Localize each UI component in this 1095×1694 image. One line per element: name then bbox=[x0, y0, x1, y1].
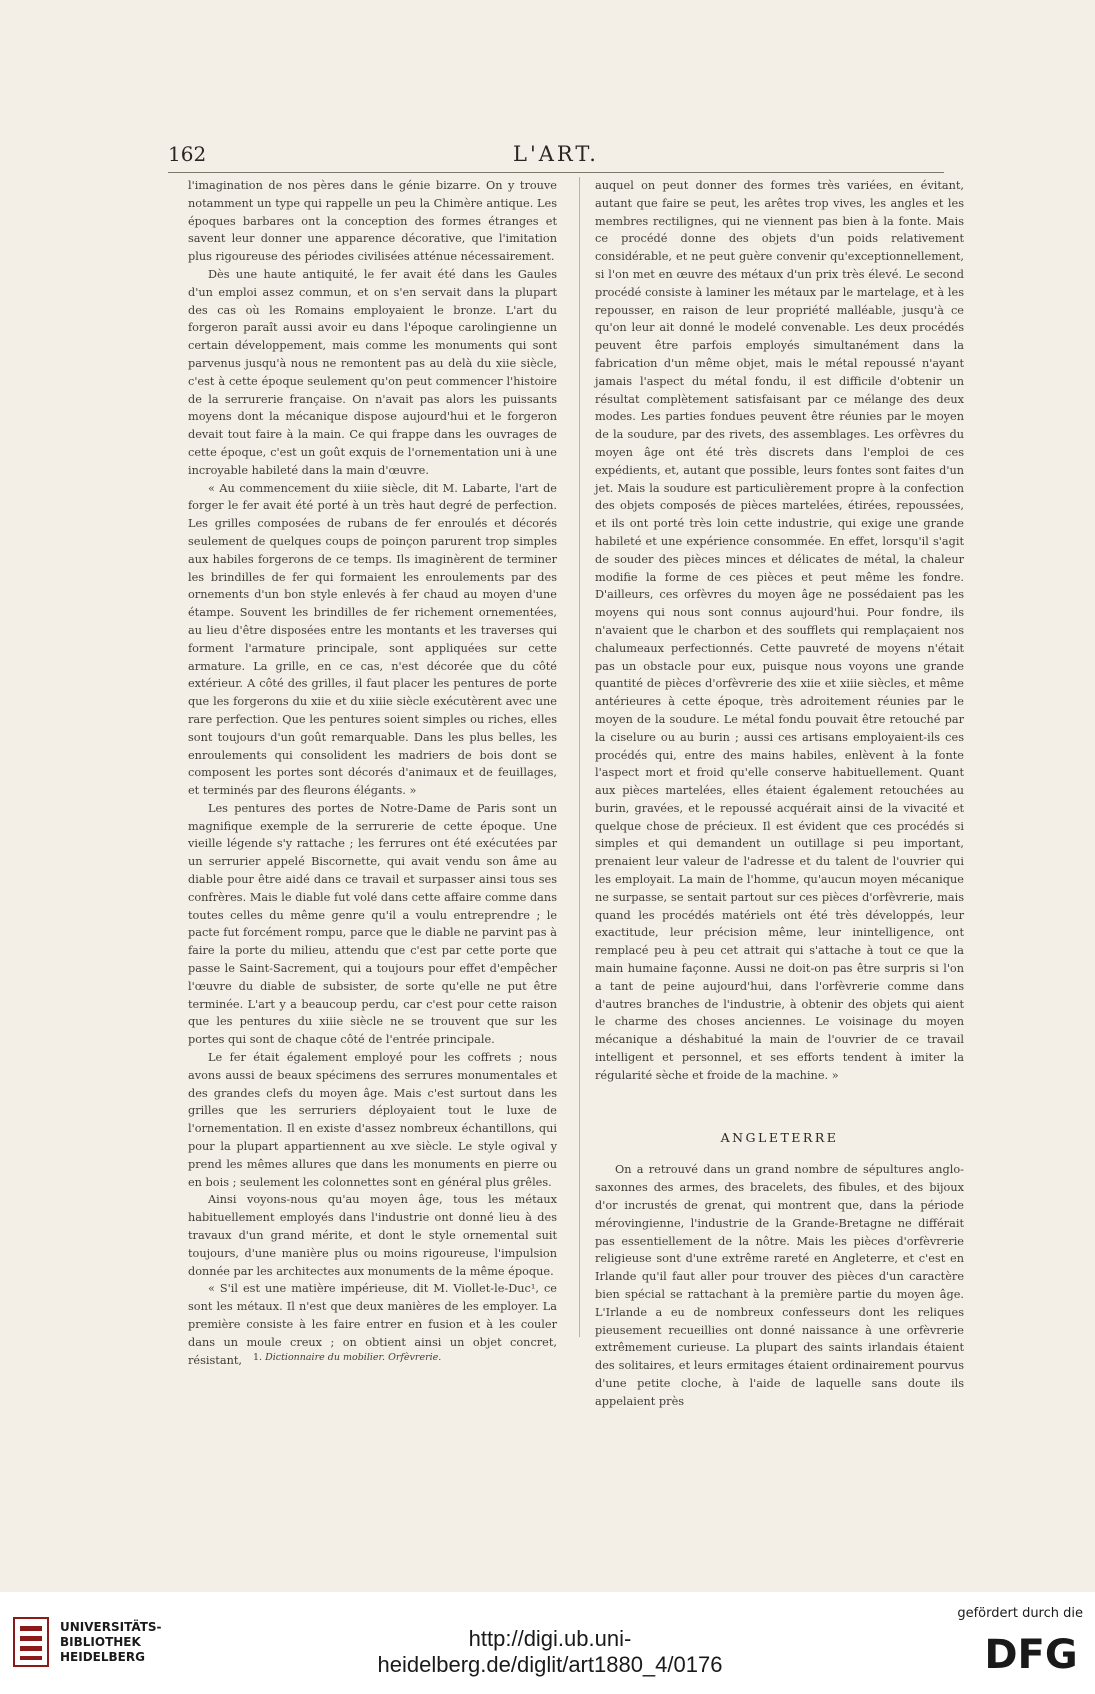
dfg-logo-icon bbox=[981, 1630, 1081, 1674]
paragraph: l'imagination de nos pères dans le génie bizarre. On y trouve notamment un type qui rappelle un peu la Chimère antique. Les époques barbares ont la conception des formes étranges et savent leur donner une apparence décorative, que l'imitation plus rigoureuse des périodes civilisées atténue nécessairement. bbox=[188, 179, 557, 264]
paragraph: Ainsi voyons-nous qu'au moyen âge, tous les métaux habituellement employés dans l'industrie ont donné lieu à des travaux d'un grand mérite, et dont le style ornemental suit toujours, d'une manière plus ou moins rigoureuse, l'impulsion donnée par les architectes aux monuments de la même époque. bbox=[188, 1193, 557, 1278]
column-divider bbox=[579, 177, 580, 1337]
institution-name: UNIVERSITÄTS- BIBLIOTHEK HEIDELBERG bbox=[60, 1620, 162, 1664]
footnote bbox=[253, 1352, 441, 1363]
paragraph: Les pentures des portes de Notre-Dame de Paris sont un magnifique exemple de la serrurerie de cette époque. Une vieille légende s'y rattache ; les ferrures ont été exécutées par un serrurier appelé Biscornette, qui avait vendu son âme au diable pour être aidé dans ce travail et surpasser ainsi tous ses confrères. Mais le diable fut volé dans cette affaire comme dans toutes celles du même genre qu'il a voulu entreprendre ; le pacte fut forcément rompu, parce que le diable ne parvint pas à faire la porte du milieu, attendu que c'est par cette porte que passe le Saint-Sacrement, qui a toujours pour effet d'empêcher l'œuvre du diable de subsister, de sorte qu'elle ne put être terminée. L'art y a beaucoup perdu, car c'est pour cette raison que les pentures du xiiie siècle ne se trouvent que sur les portes qui sont de chaque côté de l'entrée principale. bbox=[188, 801, 557, 1047]
paragraph: « S'il est une matière impérieuse, dit M. Viollet-le-Duc¹, ce sont les métaux. Il n'est que deux manières de les employer. La première consiste à les faire entrer en fusion et à les couler dans un moule creux ; on obtient ainsi un objet concret, résistant, bbox=[188, 1282, 557, 1367]
dfg-logo-text: DFG bbox=[984, 1632, 1078, 1674]
university-seal-icon bbox=[12, 1614, 50, 1670]
digitization-footer bbox=[0, 1592, 1095, 1694]
paragraph: On a retrouvé dans un grand nombre de sépultures anglo-saxonnes des armes, des bracelets, des fibules, et des bijoux d'or incrustés de grenat, qui montrent que, dans la période mérovingienne, l'industrie de la Grande-Bretagne ne différait pas essentiellement de la nôtre. Mais les pièces d'orfèvrerie religieuse sont d'une extrême rareté en Angleterre, et c'est en Irlande qu'il faut aller pour trouver des pièces d'un caractère bien spécial se rattachant à la première partie du moyen âge. L'Irlande a eu de nombreux confesseurs dont les reliques pieusement recueillies ont donné naissance à une orfèvrerie extrêmement curieuse. La plupart des saints irlandais étaient des solitaires, et leurs ermitages étaient ordinairement pourvus d'une petite cloche, à l'aide de laquelle sans doute ils appelaient près bbox=[595, 1163, 964, 1408]
left-column bbox=[188, 177, 557, 1369]
paragraph: auquel on peut donner des formes très variées, en évitant, autant que faire se peut, les arêtes trop vives, les angles et les membres rectilignes, qui ne viennent pas bien à la fonte. Mais ce procédé donne des objets d'un poids relativement considérable, et ne peut guère convenir qu'exceptionnellement, si l'on met en œuvre des métaux d'un prix très élevé. Le second procédé consiste à laminer les métaux par le martelage, et à les repousser, en raison de leur propriété malléable, jusqu'à ce qu'on leur ait donné le modelé convenable. Les deux procédés peuvent être parfois employés simultanément dans la fabrication d'un même objet, mais le métal repoussé n'ayant jamais l'aspect du métal fondu, il est difficile d'obtenir un résultat complètement satisfaisant par ce mélange des deux modes. Les parties fondues peuvent être réunies par le moyen de la soudure, par des rivets, des assemblages. Les orfèvres du moyen âge ont été très discrets dans l'emploi de ces expédients, et, autant que possible, leurs fontes sont faites d'un jet. Mais la soudure est particulièrement propre à la confection des objets composés de pièces martelées, étirées, repoussées, et ils ont porté très loin cette industrie, qui exige une grande habileté et une expérience consommée. En effet, lorsqu'il s'agit de souder des pièces minces et délicates de métal, la chaleur modifie la forme de ces pièces et peut même les fondre. D'ailleurs, ces orfèvres du moyen âge ne possédaient pas les moyens qui nous sont connus aujourd'hui. Pour fondre, ils n'avaient que le charbon et des soufflets qui remplaçaient nos chalumeaux perfectionnés. Cette pauvreté de moyens n'était pas un obstacle pour eux, puisque nous voyons une grande quantité de pièces d'orfèvrerie des xiie et xiiie siècles, et même antérieures à cette époque, très adroitement réunies par le moyen de la soudure. Le métal fondu pouvait être retouché par la ciselure ou au burin ; aussi ces artisans employaient-ils ces procédés qui, entre des mains habiles, enlèvent à la fonte l'aspect mort et froid qu'elle conserve habituellement. Quant aux pièces martelées, elles étaient également retouchées au burin, gravées, et le repoussé acquérait ainsi de la vivacité et quelque chose de précieux. Il est évident que ces procédés si simples et qui demandent un outillage si peu important, prenaient leur valeur de l'adresse et du talent de l'ouvrier qui les employait. La main de l'homme, qu'aucun moyen mécanique ne surpasse, se sentait partout sur ces pièces d'orfèvrerie, mais quand les procédés matériels ont été très développés, leur exactitude, leur précision même, leur inintelligence, ont remplacé peu à peu cet attrait qui s'attache à tout ce que la main humaine façonne. Aussi ne doit-on pas être surpris si l'on a tant de peine aujourd'hui, dans l'orfèvrerie comme dans d'autres branches de l'industrie, à obtenir des objets qui aient le charme des choses anciennes. Le voisinage du moyen mécanique a déshabitué la main de l'ouvrier de ce travail intelligent et personnel, et ses efforts tendent à imiter la régularité sèche et froide de la machine. » bbox=[595, 179, 964, 1082]
page-number: 162 bbox=[168, 142, 207, 166]
footnote-text: Dictionnaire du mobilier. Orfèvrerie. bbox=[265, 1352, 442, 1363]
right-column bbox=[595, 177, 964, 1411]
header-rule bbox=[168, 172, 944, 173]
section-title: ANGLETERRE bbox=[720, 1129, 839, 1145]
running-title: L'ART. bbox=[513, 142, 599, 166]
paragraph: Le fer était également employé pour les coffrets ; nous avons aussi de beaux spécimens des serrures monumentales et des grandes clefs du moyen âge. Mais c'est surtout dans les grilles que les serruriers déployaient tout le luxe de l'ornementation. Il en existe d'assez nombreux échantillons, qui pour la plupart appartiennent au xve siècle. Le style ogival y prend les mêmes allures que dans les monuments en pierre ou en bois ; seulement les colonnettes sont en général plus grêles. bbox=[188, 1051, 557, 1189]
paragraph: « Au commencement du xiiie siècle, dit M. Labarte, l'art de forger le fer avait été porté à un très haut degré de perfection. Les grilles composées de rubans de fer enroulés et décorés seulement de quelques coups de poinçon parurent trop simples aux habiles forgerons de ce temps. Ils imaginèrent de terminer les brindilles de fer qui formaient les enroulements par des ornements d'un bon style enlevés à fer chaud au moyen d'une étampe. Souvent les brindilles de fer richement ornementées, au lieu d'être disposées entre les montants et les traverses qui forment l'armature principale, sont appliquées sur cette armature. La grille, en ce cas, n'est décorée que du côté extérieur. A côté des grilles, il faut placer les pentures de porte que les forgerons du xiie et du xiiie siècle exécutèrent avec une rare perfection. Que les pentures soient simples ou riches, elles sont toujours d'un goût remarquable. Dans les plus belles, les enroulements qui consolident les madriers de bois dont se composent les portes sont décorés d'animaux et de feuillages, et terminés par des fleurons élégants. » bbox=[188, 481, 557, 798]
source-url[interactable]: http://digi.ub.uni-heidelberg.de/diglit/art1880_4/0176 bbox=[377, 1626, 723, 1677]
footnote-number: 1. bbox=[253, 1352, 263, 1363]
page-header bbox=[168, 138, 944, 168]
funding-text: gefördert durch die bbox=[957, 1606, 1083, 1621]
paragraph: Dès une haute antiquité, le fer avait été dans les Gaules d'un emploi assez commun, et on s'en servait dans la plupart des cas où les Romains employaient le bronze. L'art du forgeron paraît aussi avoir eu dans l'époque carolingienne un certain développement, mais comme les monuments qui sont parvenus jusqu'à nous ne remontent pas au delà du xiie siècle, c'est à cette époque seulement qu'on peut commencer l'histoire de la serrurerie française. On n'avait pas alors les puissants moyens dont la mécanique dispose aujourd'hui et le forgeron devait tout faire à la main. Ce qui frappe dans les ouvrages de cette époque, c'est un goût exquis de l'ornementation uni à une incroyable habileté dans la main d'œuvre. bbox=[188, 267, 557, 477]
